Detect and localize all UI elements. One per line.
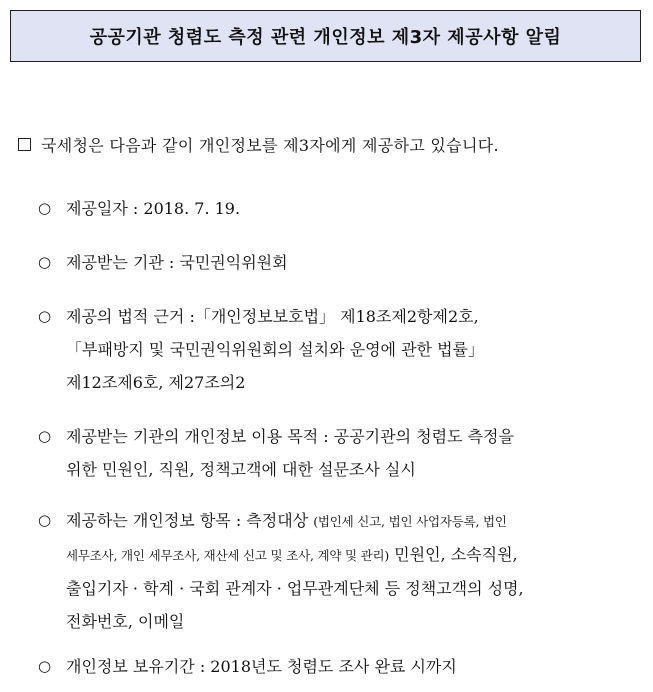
bullet-icon: ○ (38, 199, 52, 217)
title-box (10, 10, 641, 62)
item-text-line4: 전화번호, 이메일 (66, 612, 185, 631)
bullet-icon: ○ (38, 427, 52, 445)
intro-line (18, 133, 499, 156)
bullet-icon: ○ (38, 657, 52, 675)
item-text-line3: 제12조제6호, 제27조의2 (66, 373, 246, 392)
item-text-line1 (66, 504, 650, 538)
item-text: 제공받는 기관 : 국민권익위원회 (66, 253, 288, 272)
list-item-purpose (38, 420, 650, 486)
item-text-line2 (66, 538, 650, 572)
item-text-line2: 위한 민원인, 직원, 정책고객에 대한 설문조사 실시 (66, 460, 416, 479)
item-text-line3: 출입기자 · 학계 · 국회 관계자 · 업무관계단체 등 정책고객의 성명, (66, 579, 524, 598)
bullet-icon: ○ (38, 307, 52, 325)
item-text-line2: 「부패방지 및 국민권익위원회의 설치와 운영에 관한 법률」 (66, 340, 485, 359)
list-item-data-fields (38, 504, 650, 638)
list-item-retention (38, 650, 650, 683)
intro-text: 국세청은 다음과 같이 개인정보를 제3자에게 제공하고 있습니다. (41, 136, 499, 155)
item-text-main: 민원인, 소속직원, (389, 545, 518, 564)
item-text: 제공일자 : 2018. 7. 19. (66, 199, 241, 218)
item-text: 개인정보 보유기간 : 2018년도 청렴도 조사 완료 시까지 (66, 657, 457, 676)
checkbox-icon (18, 138, 31, 151)
item-text-note: 세무조사, 개인 세무조사, 재산세 신고 및 조사, 계약 및 관리) (66, 548, 390, 563)
list-item-date (38, 192, 650, 225)
bullet-icon: ○ (38, 511, 52, 529)
bullet-icon: ○ (38, 253, 52, 271)
item-text-line1: 제공받는 기관의 개인정보 이용 목적 : 공공기관의 청렴도 측정을 (66, 427, 514, 446)
list-item-recipient (38, 246, 650, 279)
page-title: 공공기관 청렴도 측정 관련 개인정보 제3자 제공사항 알림 (89, 27, 562, 48)
list-item-legal-basis (38, 300, 650, 399)
item-text-line1: 제공의 법적 근거 :「개인정보보호법」 제18조제2항제2호, (66, 307, 479, 326)
item-text-note: (법인세 신고, 법인 사업자등록, 법인 (313, 514, 507, 529)
item-text-main: 제공하는 개인정보 항목 : 측정대상 (66, 511, 309, 530)
